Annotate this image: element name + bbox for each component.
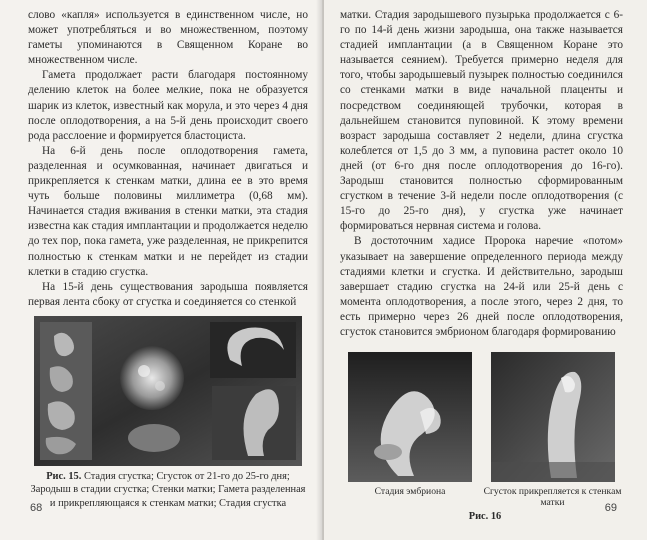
page-number-left: 68 bbox=[30, 502, 43, 514]
embryo-photo-illustration bbox=[348, 352, 472, 482]
figure-15-image bbox=[34, 316, 302, 466]
page-number-right: 69 bbox=[604, 502, 617, 514]
paragraph: В достоточним хадисе Пророка наречие «потом» указывает на завершение определенного периода между стадиями клетки и сгустка. И действительно, зародыш завершает стадию сгустка на 24-й или 25-й день с момента оплодотворения, а после этого, через 2 дня, то есть примерно через 26 дней после оплодотворения, сгусток становится эмбрионом благодаря формированию bbox=[340, 235, 623, 338]
left-page bbox=[0, 0, 322, 540]
figure-16-right-panel bbox=[482, 352, 623, 509]
embryo-collage-illustration bbox=[34, 316, 302, 466]
figure-15-caption bbox=[28, 470, 308, 510]
figure-15-label: Рис. 15. bbox=[46, 470, 82, 482]
figure-16-caption: Рис. 16 bbox=[468, 510, 502, 522]
paragraph: матки. Стадия зародышевого пузырька продолжается с 6-го по 14-й день жизни зародыша, она также называется стадией имплантации (а в Священном Коране это называется сеянием). Требуется примерно неделя для того, чтобы зародышевый пузырек полностью соединился со стенками матки в виде начальной плаценты и посредством соединяющей трубочки, которая в дальнейшем становится пуповиной. К этому времени возраст зародыша составляет 2 недели, длина сгустка колеблется от 1,5 до 3 мм, а пуповина растет около 10 дней (от 6-го дня после оплодотворения до 16-го). Зародыш становится полностью сформированным сгустком в течение 3-й недели после оплодотворения (с 15-го до 25-го дня), у сгустка уже начинает формироваться нервная система и голова. bbox=[340, 9, 623, 233]
paragraph: На 6-й день после оплодотворения гамета, разделенная и осумкованная, начинает двигаться и прикрепляется к стенкам матки, длина ее в это время чуть больше половины миллиметра (0,68 мм). Начинается стадия вживания в стенки матки, эта стадия известна как стадия имплантации и продолжается неделю до тех пор, пока гамета, уже разделенная, не прикрепится полностью к стенкам матки и не перейдет из стадии клетки в стадию сгустка. bbox=[28, 144, 308, 278]
clot-photo-illustration bbox=[491, 352, 615, 482]
figure-16 bbox=[348, 352, 623, 509]
paragraph: Гамета продолжает расти благодаря постоянному делению клеток на более мелкие, пока не образуется шарик из клеток, известный как морула, и это через 4 дня после оплодотворения, а на 5-й день происходит своего рода расслоение и формируется бластоциста. bbox=[28, 69, 308, 142]
figure-16-caption-right: Сгусток прикрепляется к стенкам матки bbox=[483, 486, 622, 509]
figure-16-caption-left: Стадия эмбриона bbox=[374, 486, 446, 498]
figure-15-caption-text: Стадия сгустка; Сгусток от 21-го до 25-го дня; Зародыш в стадии сгустка; Стенки матки; Гамета разделенная и прикрепляющаяся к стенкам матки; Стадия сгустка bbox=[30, 470, 306, 509]
paragraph: На 15-й день существования зародыша появляется первая лента сбоку от сгустка и соединяется со стенкой bbox=[28, 280, 308, 308]
right-page bbox=[324, 0, 647, 540]
figure-16-left-panel bbox=[348, 352, 472, 509]
paragraph: слово «капля» используется в единственном числе, но может употребляться и во множественном, поэтому гаметы упоминаются в Священном Коране во множественном числе. bbox=[28, 9, 308, 67]
